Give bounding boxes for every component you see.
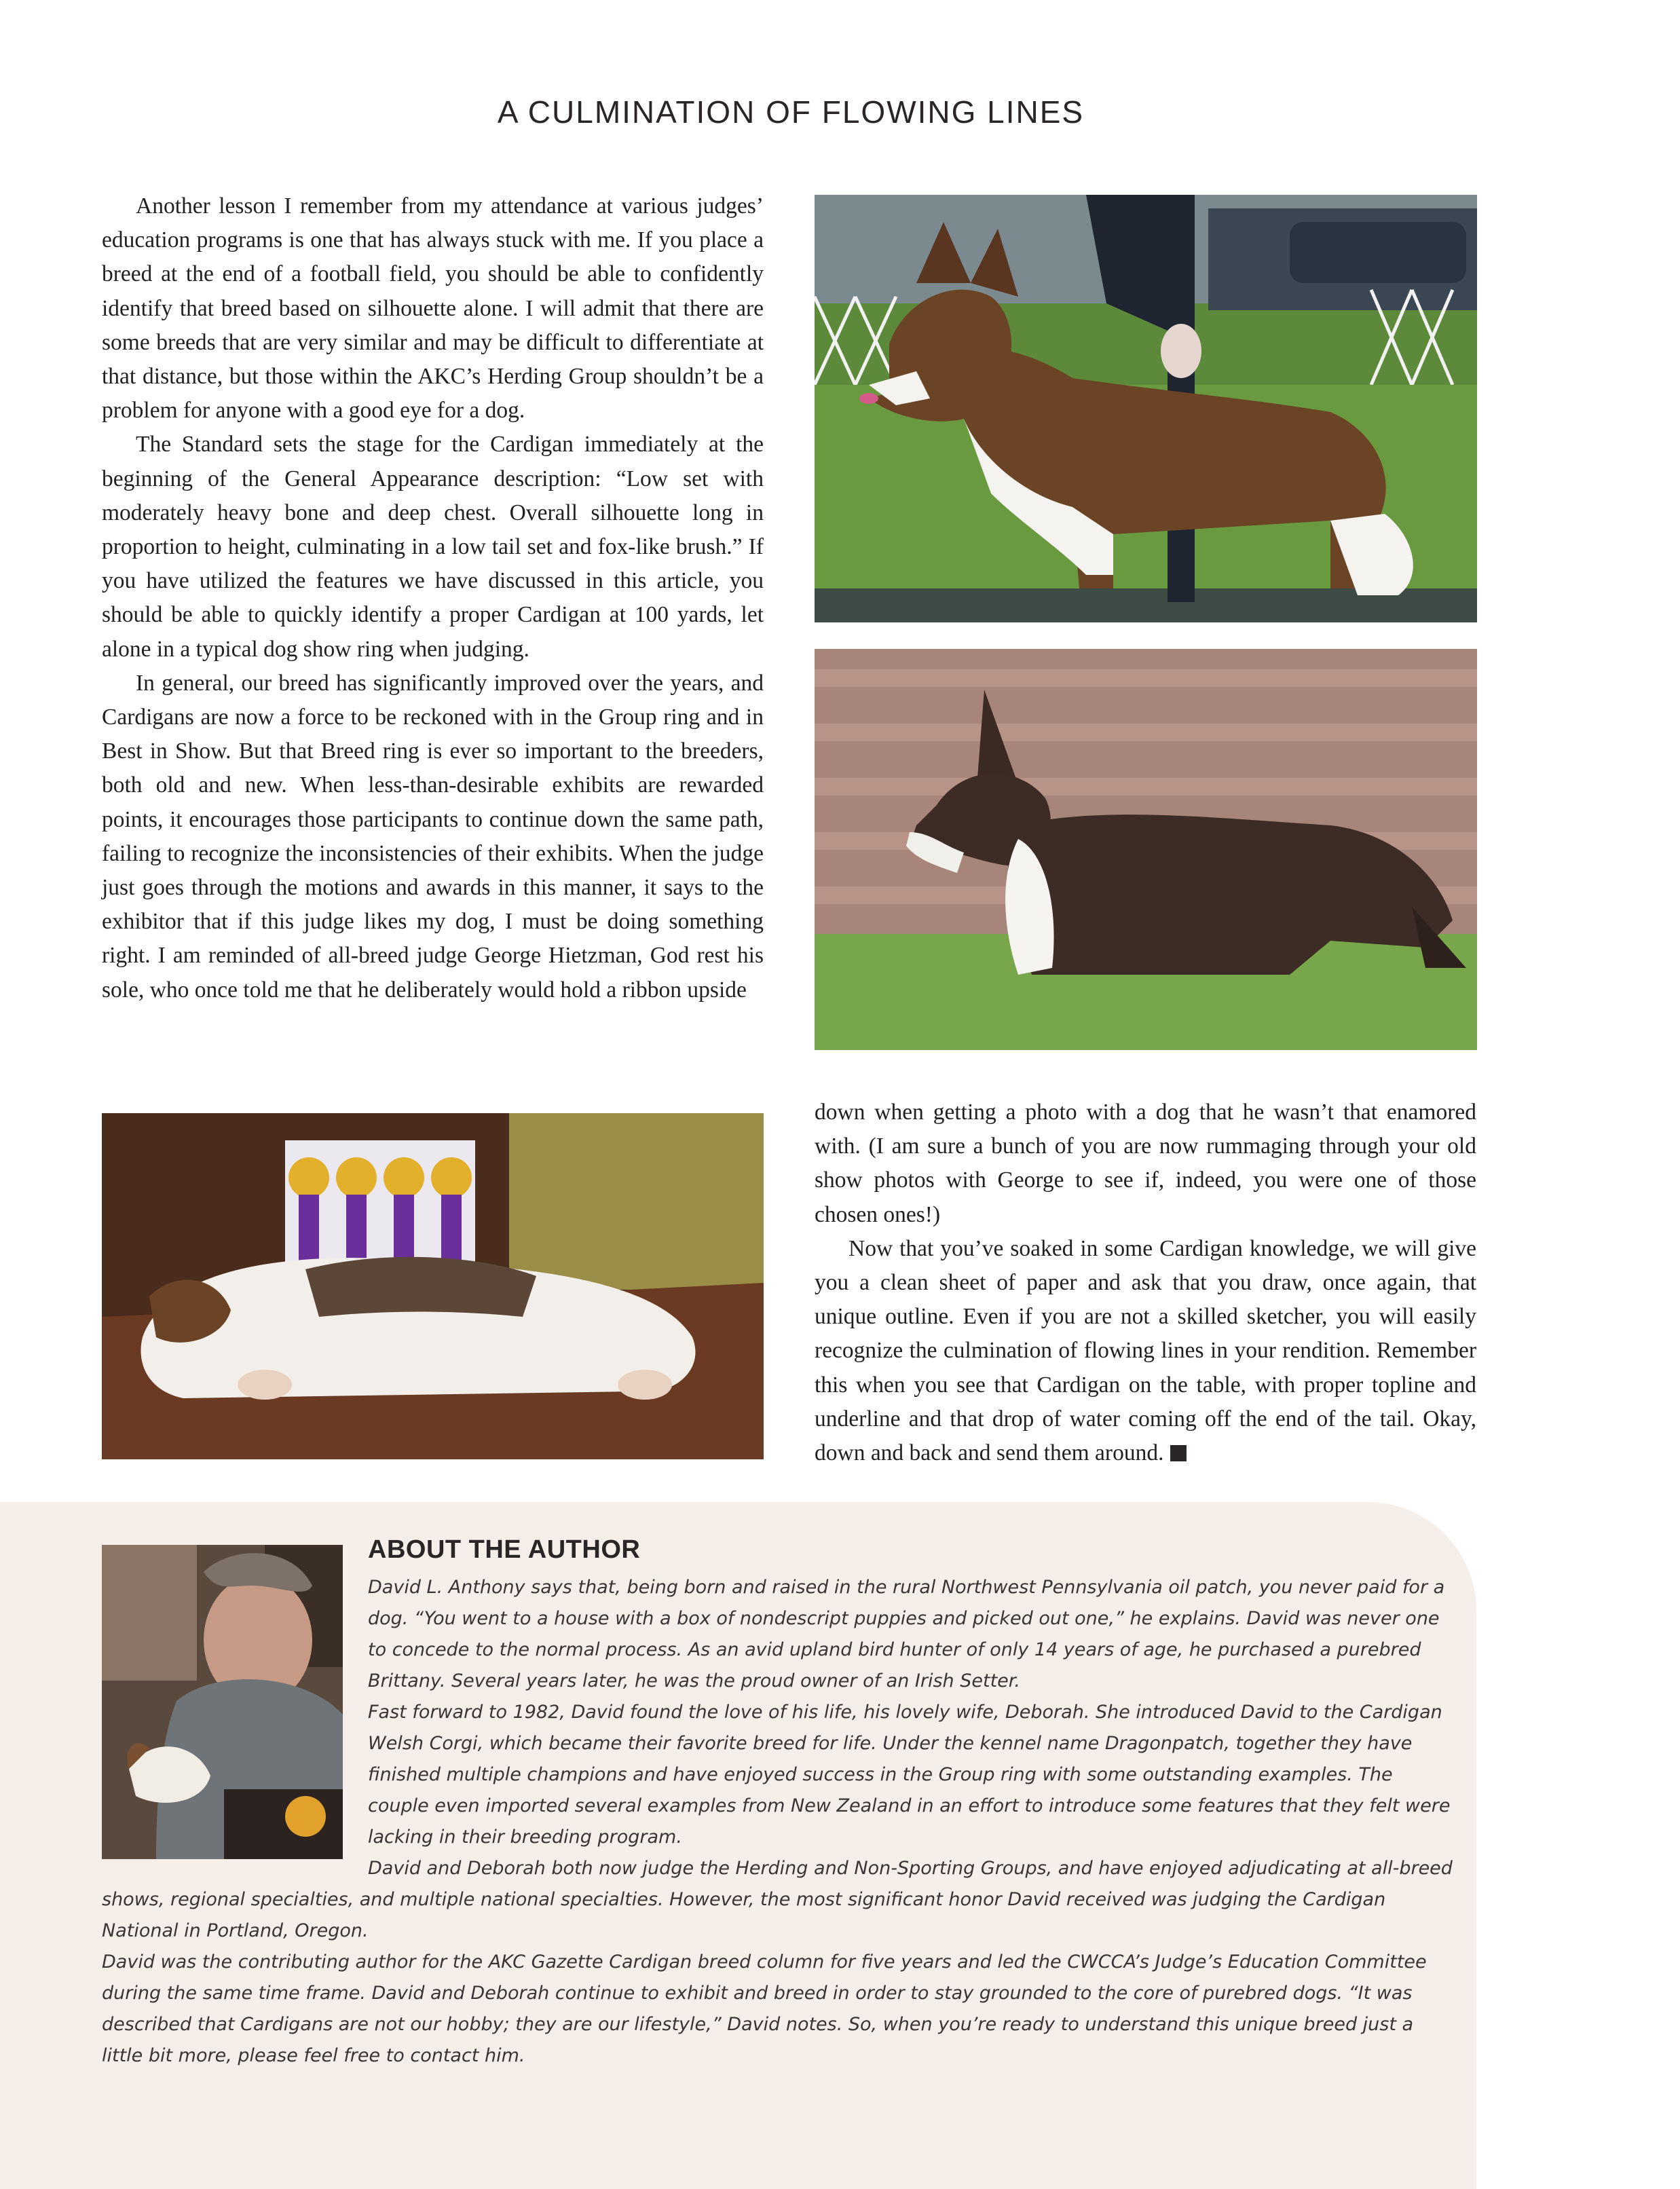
author-bio-paragraph: Fast forward to 1982, David found the love of his life, his lovely wife, Deborah. She introduced David to the Cardigan Welsh Corgi, which became their favorite breed for life. Under the kennel name Dragonpatch, together they have finished multiple champions and have enjoyed success in the Group ring with some outstanding examples. The couple even imported several examples from New Zealand in an effort to introduce some features that they felt were lacking in their breeding program. [368,1702,1451,1848]
author-bio-paragraph: David was the contributing author for the AKC Gazette Cardigan breed column for five years and led the CWCCA’s Judge’s Education Committee during the same time frame. David and Deborah continue to exhibit and breed in order to stay grounded to the core of purebred dogs. “It was described that Cardigans are not our hobby; they are our lifestyle,” David notes. So, when you’re ready to understand this unique breed just a little bit more, please feel free to contact him. [102,1951,1427,2066]
end-of-article-mark [1170,1445,1187,1461]
photo-corgi-sleeping-couch [102,1113,764,1459]
photo-brindle-corgi-stacked [815,195,1477,622]
about-author-heading: ABOUT THE AUTHOR [368,1535,641,1564]
article-paragraph: Another lesson I remember from my attendance at various judges’ education programs is one that has always stuck with me. If you place a breed at the end of a football field, you should be able to confidently identify that breed based on silhouette alone. I will admit that there are some breeds that are very similar and may be difficult to differentiate at that distance, but those within the AKC’s Herding Group shouldn’t be a problem for anyone with a good eye for a dog. [102,193,764,424]
page-title: A CULMINATION OF FLOWING LINES [497,94,1085,130]
author-bio-paragraph: David L. Anthony says that, being born and raised in the rural Northwest Pennsylvania oil patch, you never paid for a dog. “You went to a house with a box of nondescript puppies and picked out one,” he explains. David was never one to concede to the normal process. As an avid upland bird hunter of only 14 years of age, he purchased a purebred Brittany. Several years later, he was the proud owner of an Irish Setter. [368,1577,1445,1691]
photo-author-with-dog [102,1545,343,1859]
article-paragraph-text: Now that you’ve soaked in some Cardigan knowledge, we will give you a clean sheet of paper and ask that you draw, once again, that unique outline. Even if you are not a skilled sketcher, you will easily recognize the culmination of flowing lines in your rendition. Remember this when you see that Cardigan on the table, with proper topline and underline and that drop of water coming off the end of the tail. Okay, down and back and send them around. [815,1235,1476,1466]
article-paragraph: down when getting a photo with a dog that he wasn’t that enamored with. (I am sure a bunch of you are now rummaging through your old show photos with George to see if, indeed, you were one of those chosen ones!) [815,1100,1476,1227]
article-paragraph: In general, our breed has significantly improved over the years, and Cardigans are now a force to be reckoned with in the Group ring and in Best in Show. But that Breed ring is ever so important to the breeders, both old and new. When less-than-desirable exhibits are rewarded points, it encourages those participants to continue down the same path, failing to recognize the inconsistencies of their exhibits. When the judge just goes through the motions and awards in this manner, it says to the exhibitor that if this judge likes my dog, I must be doing something right. I am reminded of all-breed judge George Hietzman, God rest his sole, who once told me that he deliberately would hold a ribbon upside [102,670,764,1003]
author-bio-paragraph: David and Deborah both now judge the Herding and Non-Sporting Groups, and have enjoyed adjudicating at all-breed shows, regional specialties, and multiple national specialties. However, the most significant honor David received was judging the Cardigan National in Portland, Oregon. [102,1858,1453,1941]
article-paragraph: The Standard sets the stage for the Cardigan immediately at the beginning of the General Appearance description: “Low set with moderately heavy bone and deep chest. Overall silhouette long in proportion to height, culminating in a low tail set and fox-like brush.” If you have utilized the features we have discussed in this article, you should be able to quickly identify a proper Cardigan at 100 yards, let alone in a typical dog show ring when judging. [102,432,764,662]
article-paragraph-final [815,1232,1476,1470]
article-column-right [815,1096,1476,1470]
article-column-left [102,189,764,1007]
photo-dark-brindle-corgi-profile [815,649,1477,1050]
